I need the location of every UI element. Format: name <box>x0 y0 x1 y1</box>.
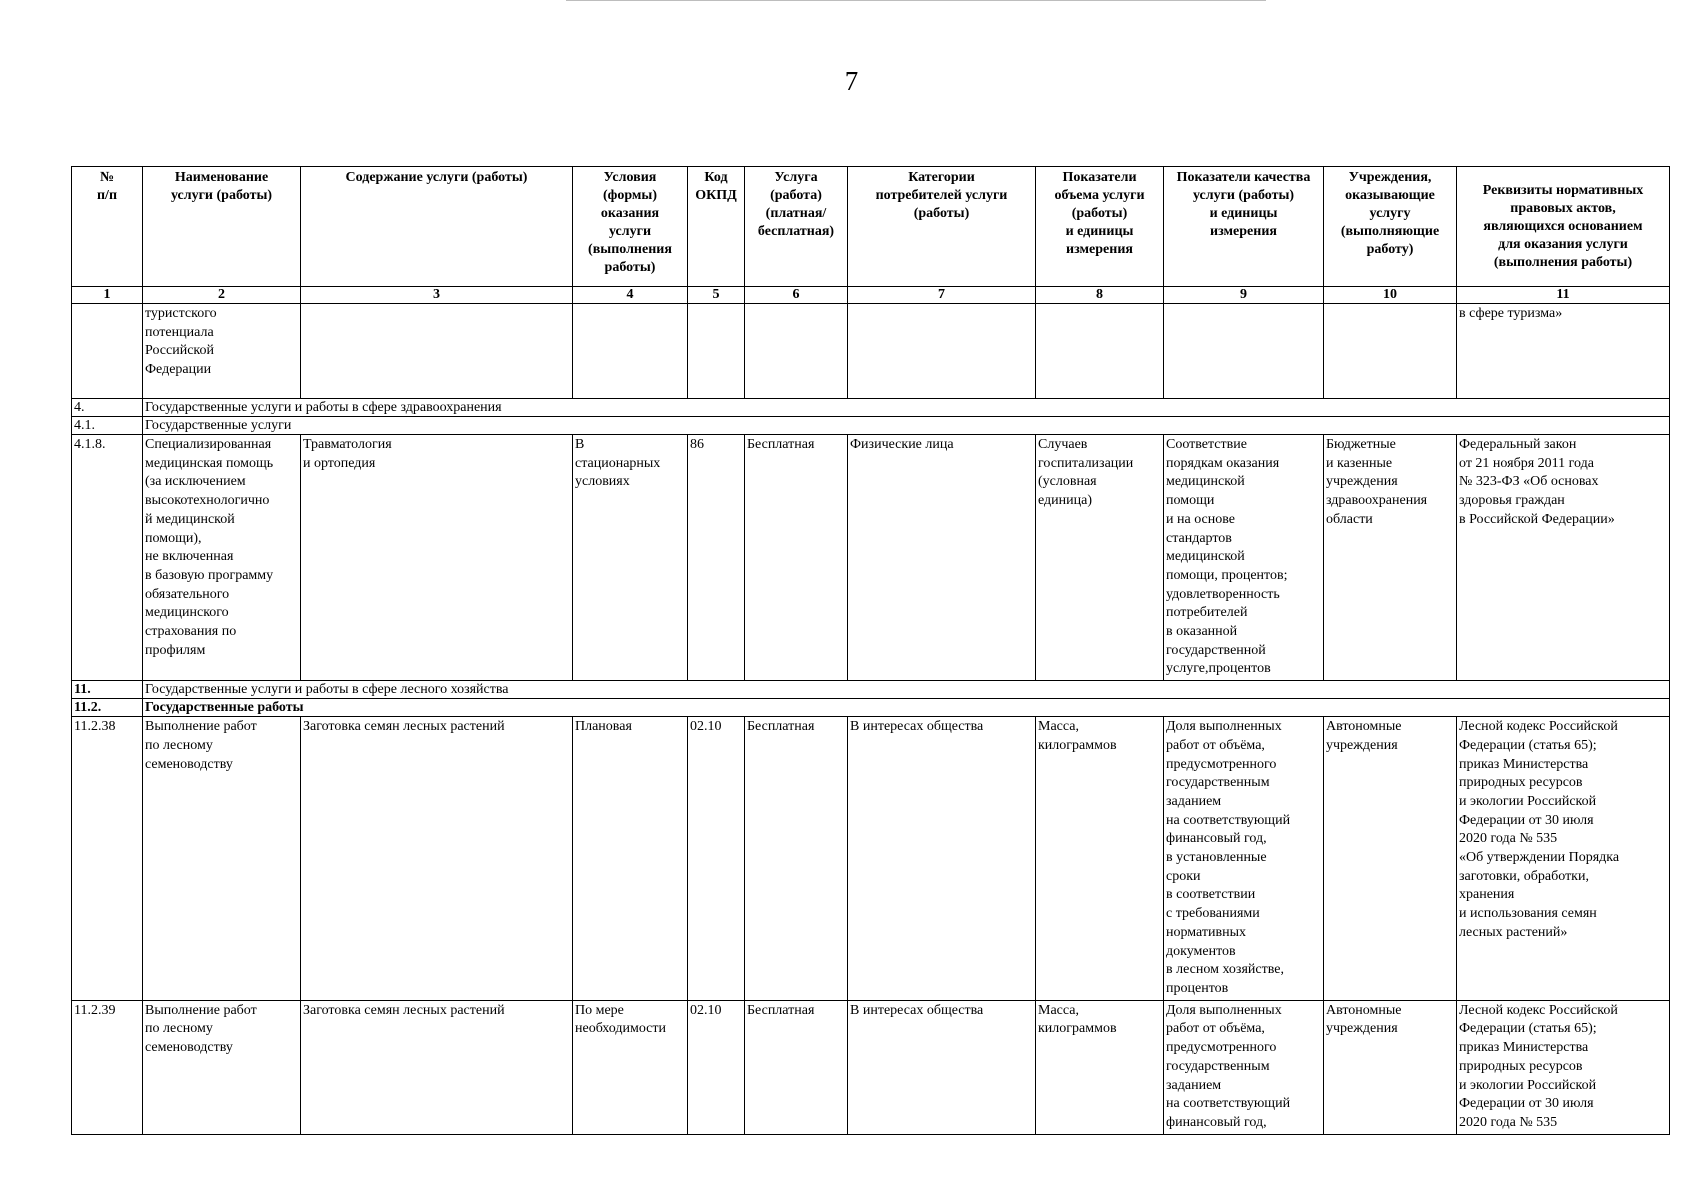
section-row-works <box>72 699 1670 717</box>
table-cell: Масса, килограммов <box>1036 1000 1164 1134</box>
header-consumer-categories: Категории потребителей услуги (работы) <box>848 167 1036 287</box>
table-cell: 4.1.8. <box>72 435 143 681</box>
table-cell <box>573 304 688 399</box>
table-cell: 02.10 <box>688 717 745 1001</box>
table-cell: Лесной кодекс Российской Федерации (статья 65); приказ Министерства природных ресурсов и экологии Российской Федерации от 30 июля 2020 года № 535 <box>1457 1000 1670 1134</box>
table-cell <box>688 304 745 399</box>
table-cell: Случаев госпитализации (условная единица) <box>1036 435 1164 681</box>
section-row-services <box>72 417 1670 435</box>
column-number-row <box>72 287 1670 304</box>
top-scan-edge <box>566 0 1266 1</box>
table-cell: Заготовка семян лесных растений <box>301 717 573 1001</box>
section-title: Государственные услуги и работы в сфере лесного хозяйства <box>143 681 1670 699</box>
table-cell <box>72 304 143 399</box>
header-service-name: Наименование услуги (работы) <box>143 167 301 287</box>
table-cell: В интересах общества <box>848 717 1036 1001</box>
table-cell: По мере необходимости <box>573 1000 688 1134</box>
table-cell: 11.2.39 <box>72 1000 143 1134</box>
column-number: 7 <box>848 287 1036 304</box>
table-cell <box>1324 304 1457 399</box>
section-title: Государственные услуги и работы в сфере здравоохранения <box>143 399 1670 417</box>
column-number: 10 <box>1324 287 1457 304</box>
table-cell: Выполнение работ по лесному семеноводству <box>143 717 301 1001</box>
section-title: Государственные работы <box>143 699 1670 717</box>
table-cell: Специализированная медицинская помощь (за исключением высокотехнологично й медицинской помощи), не включенная в базовую программу обязательного медицинского страхования по профилям <box>143 435 301 681</box>
column-number: 2 <box>143 287 301 304</box>
section-row-forestry <box>72 681 1670 699</box>
table-cell: Бюджетные и казенные учреждения здравоохранения области <box>1324 435 1457 681</box>
table-cell: Автономные учреждения <box>1324 717 1457 1001</box>
column-number: 8 <box>1036 287 1164 304</box>
header-conditions: Условия (формы) оказания услуги (выполнения работы) <box>573 167 688 287</box>
header-okpd-code: Код ОКПД <box>688 167 745 287</box>
header-quality-indicators: Показатели качества услуги (работы) и единицы измерения <box>1164 167 1324 287</box>
header-row <box>72 167 1670 287</box>
section-number: 4.1. <box>72 417 143 435</box>
table-cell: Заготовка семян лесных растений <box>301 1000 573 1134</box>
table-cell: Выполнение работ по лесному семеноводству <box>143 1000 301 1134</box>
table-cell: 02.10 <box>688 1000 745 1134</box>
table-cell: Масса, килограммов <box>1036 717 1164 1001</box>
column-number: 3 <box>301 287 573 304</box>
table-cell: 86 <box>688 435 745 681</box>
table-cell: Бесплатная <box>745 1000 848 1134</box>
table-cell: Плановая <box>573 717 688 1001</box>
table-cell <box>1164 304 1324 399</box>
table-cell: Бесплатная <box>745 435 848 681</box>
table-cell <box>745 304 848 399</box>
header-number: № п/п <box>72 167 143 287</box>
section-number: 4. <box>72 399 143 417</box>
table-row <box>72 1000 1670 1134</box>
table-row <box>72 717 1670 1001</box>
table-cell: Соответствие порядкам оказания медицинской помощи и на основе стандартов медицинской помощи, процентов; удовлетворенность потребителей в оказанной государственной услуге,процентов <box>1164 435 1324 681</box>
column-number: 5 <box>688 287 745 304</box>
section-title: Государственные услуги <box>143 417 1670 435</box>
header-service-content: Содержание услуги (работы) <box>301 167 573 287</box>
table-cell: в сфере туризма» <box>1457 304 1670 399</box>
column-number: 6 <box>745 287 848 304</box>
section-row-healthcare <box>72 399 1670 417</box>
table-cell: туристского потенциала Российской Федерации <box>143 304 301 399</box>
column-number: 4 <box>573 287 688 304</box>
column-number: 1 <box>72 287 143 304</box>
page-number: 7 <box>844 66 859 96</box>
header-volume-indicators: Показатели объема услуги (работы) и единицы измерения <box>1036 167 1164 287</box>
table-cell: Лесной кодекс Российской Федерации (статья 65); приказ Министерства природных ресурсов и экологии Российской Федерации от 30 июля 2020 года № 535 «Об утверждении Порядка заготовки, обработки, хранения и использования семян лесных растений» <box>1457 717 1670 1001</box>
table-cell: 11.2.38 <box>72 717 143 1001</box>
table-cell: Доля выполненных работ от объёма, предусмотренного государственным заданием на соответствующий финансовый год, в установленные сроки в соответствии с требованиями нормативных документов в лесном хозяйстве, процентов <box>1164 717 1324 1001</box>
table-row <box>72 435 1670 681</box>
header-institutions: Учреждения, оказывающие услугу (выполняющие работу) <box>1324 167 1457 287</box>
table-cell: Автономные учреждения <box>1324 1000 1457 1134</box>
table-cell: Федеральный закон от 21 ноября 2011 года № 323-ФЗ «Об основах здоровья граждан в Российской Федерации» <box>1457 435 1670 681</box>
table-cell: Доля выполненных работ от объёма, предусмотренного государственным заданием на соответствующий финансовый год, <box>1164 1000 1324 1134</box>
column-number: 9 <box>1164 287 1324 304</box>
table-cell: В интересах общества <box>848 1000 1036 1134</box>
column-number: 11 <box>1457 287 1670 304</box>
table-cell: В стационарных условиях <box>573 435 688 681</box>
header-legal-acts: Реквизиты нормативных правовых актов, являющихся основанием для оказания услуги (выполнения работы) <box>1457 167 1670 287</box>
section-number: 11. <box>72 681 143 699</box>
section-number: 11.2. <box>72 699 143 717</box>
table-cell <box>301 304 573 399</box>
table-cell <box>1036 304 1164 399</box>
table-cell: Бесплатная <box>745 717 848 1001</box>
services-table <box>71 166 1670 1135</box>
header-paid-free: Услуга (работа) (платная/ бесплатная) <box>745 167 848 287</box>
table-row-continuation <box>72 304 1670 399</box>
table-cell: Физические лица <box>848 435 1036 681</box>
table-cell <box>848 304 1036 399</box>
table-cell: Травматология и ортопедия <box>301 435 573 681</box>
